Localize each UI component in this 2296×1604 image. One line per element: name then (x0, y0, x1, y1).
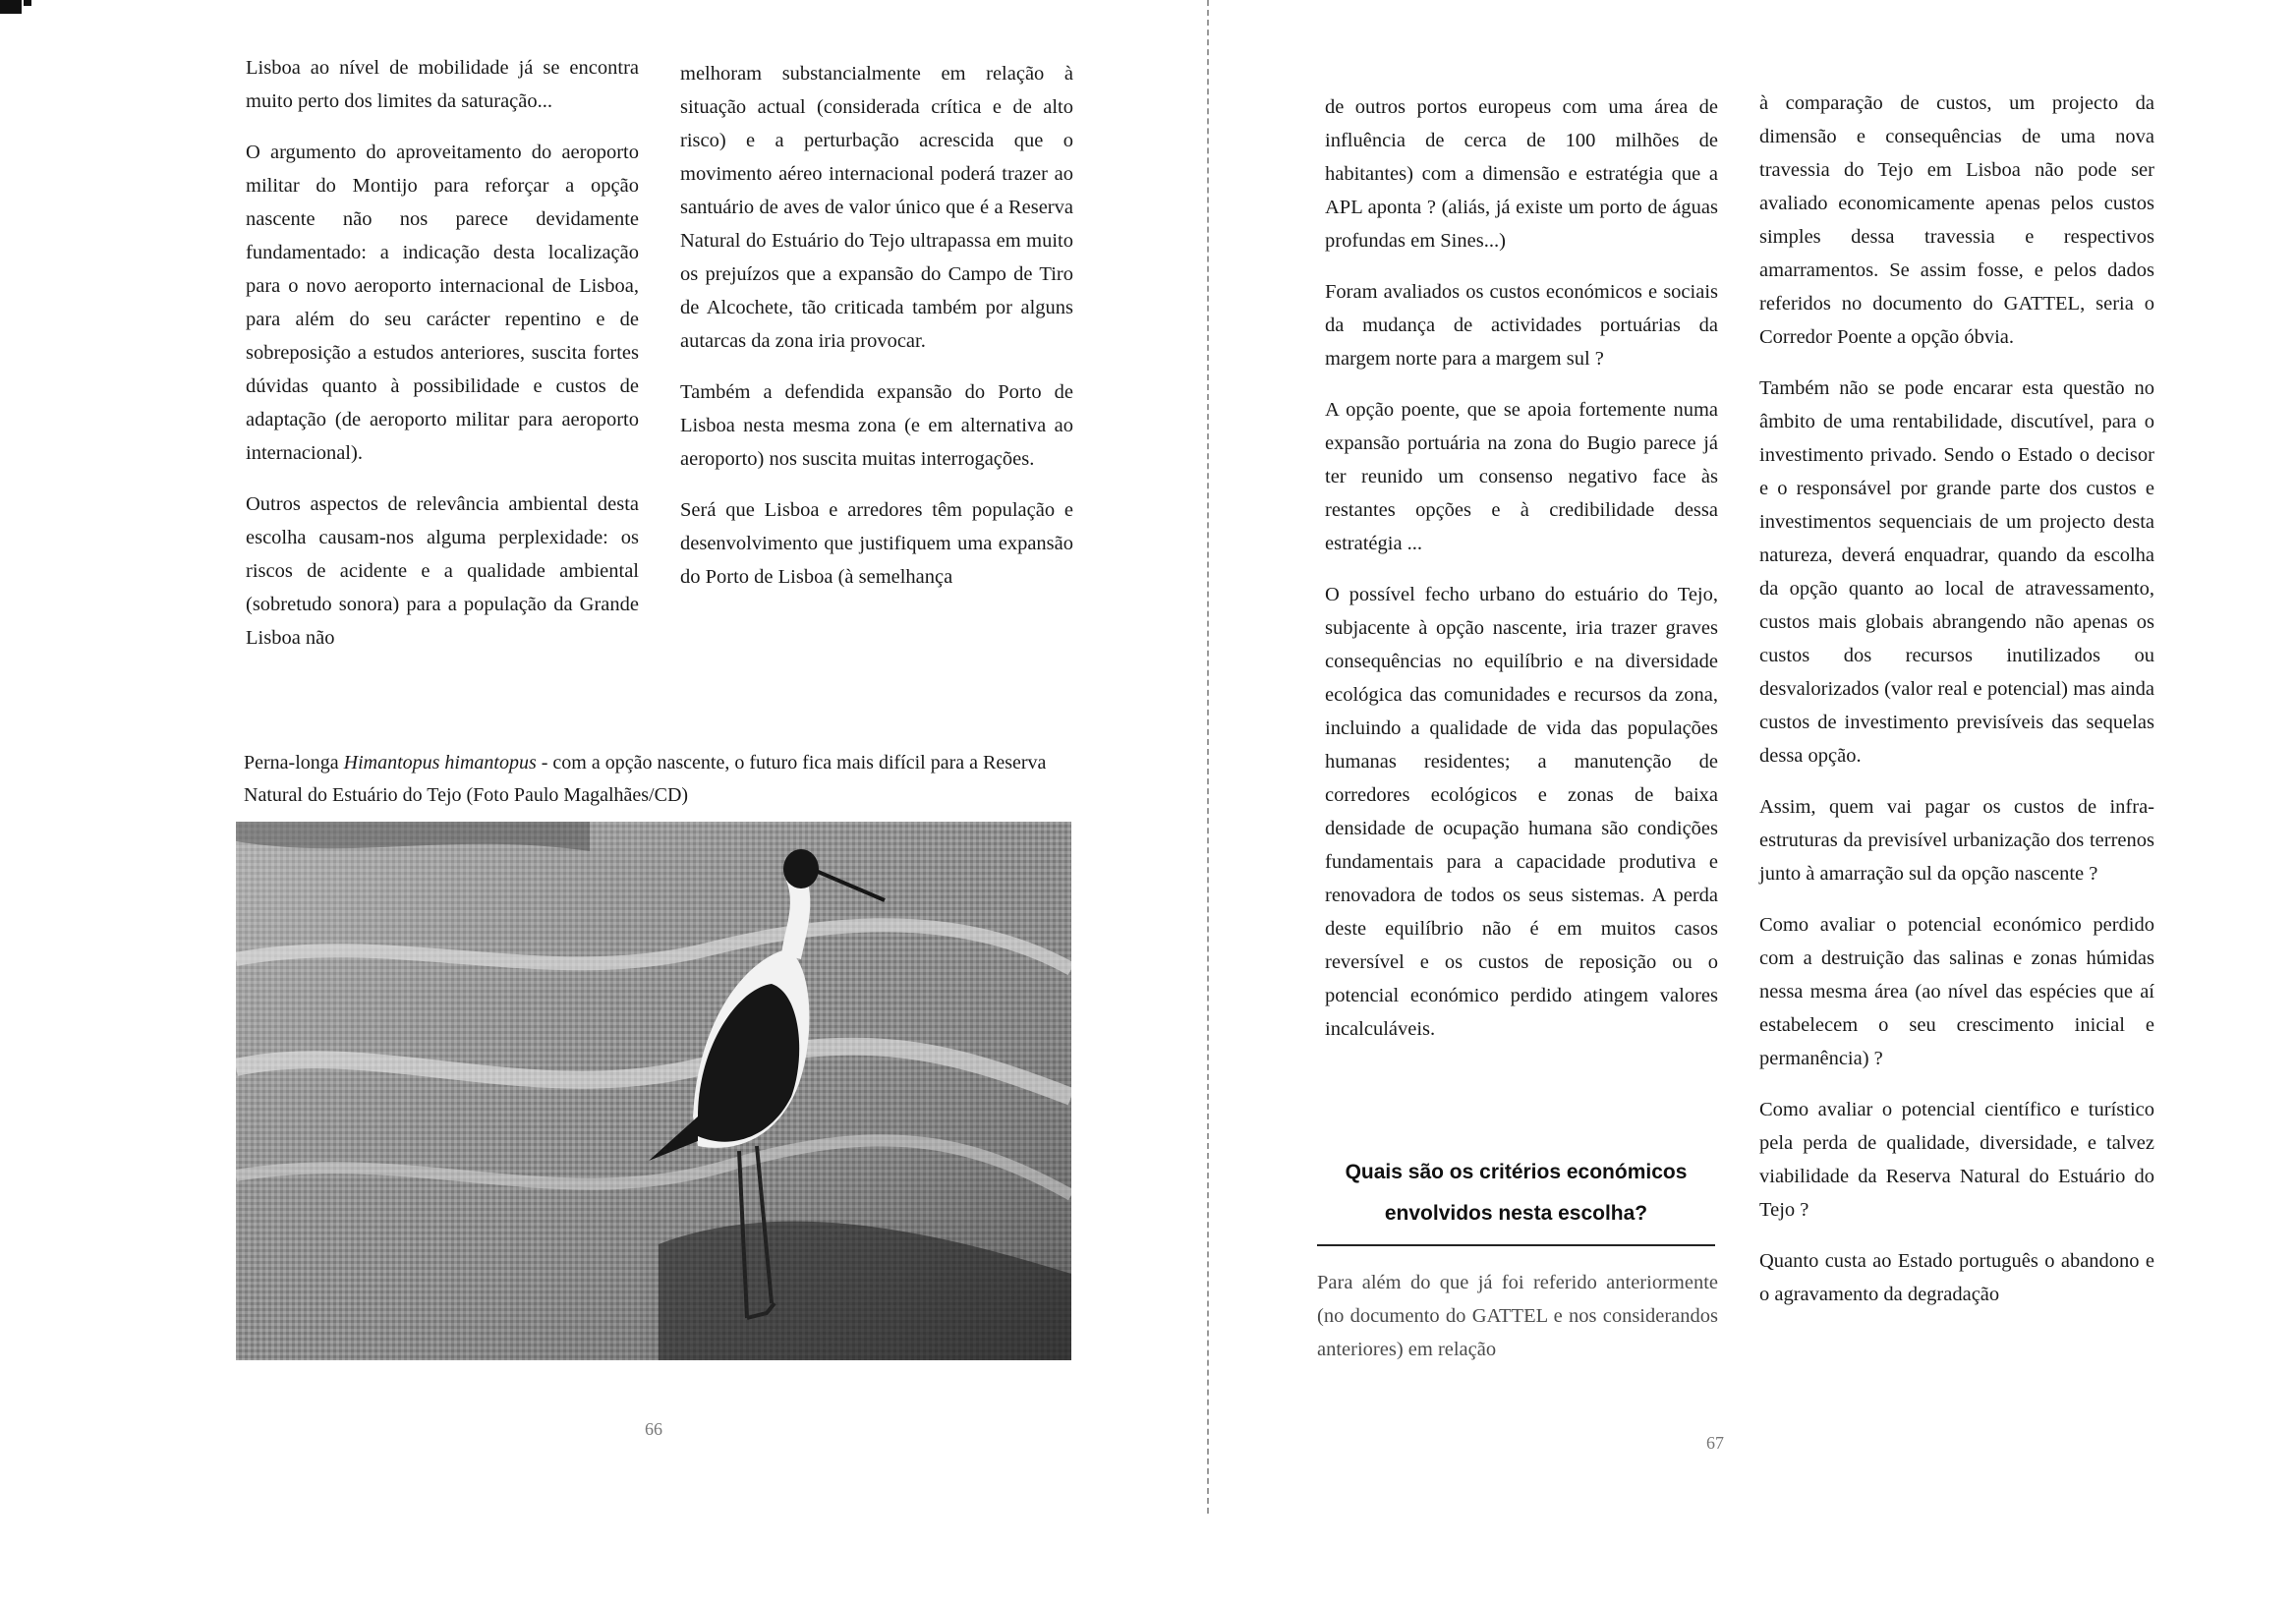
right-page-column-1 (1325, 90, 1718, 1046)
section-heading-rule (1317, 1244, 1715, 1246)
bird-photo (236, 822, 1071, 1360)
paragraph: Lisboa ao nível de mobilidade já se encontra muito perto dos limites da saturação... (246, 57, 639, 112)
section-heading: Quais são os critérios económicos envolvidos nesta escolha? (1345, 1161, 1688, 1225)
paragraph: O possível fecho urbano do estuário do Tejo, subjacente à opção nascente, iria trazer graves consequências no equilíbrio e na diversidade ecológica das comunidades e recursos da zona, incluindo a qualidade de vida das populações humanas residentes; a manutenção de corredores ecológicos e zonas de baixa densidade de ocupação humana são condições fundamentais para a capacidade produtiva e renovadora de todos os seus sistemas. A perda deste equilíbrio não é em muitos casos reversível e os custos de reposição ou o potencial económico perdido atingem valores incalculáveis. (1325, 584, 1718, 1040)
left-page-column-1 (246, 51, 639, 655)
right-page-column-2 (1759, 86, 2154, 1311)
paragraph: à comparação de custos, um projecto da dimensão e consequências de uma nova travessia do Tejo em Lisboa não pode ser avaliado economicamente apenas pelos custos simples dessa travessia e respectivos amarramentos. Se assim fosse, e pelos dados referidos no documento do GATTEL, seria o Corredor Poente a opção óbvia. (1759, 92, 2154, 348)
paragraph: Também não se pode encarar esta questão no âmbito de uma rentabilidade, discutível, para o investimento privado. Sendo o Estado o decisor e o responsável por grande parte dos custos e investimentos sequenciais de um projecto desta natureza, deverá enquadrar, quando da escolha da opção quanto ao local de atravessamento, custos mais globais abrangendo não apenas os custos dos recursos inutilizados ou desvalorizados (valor real e potencial) mas ainda custos de investimento previsíveis das sequelas dessa opção. (1759, 377, 2154, 767)
page-number: 66 (645, 1419, 662, 1439)
paragraph: Assim, quem vai pagar os custos de infra-estruturas da previsível urbanização dos terrenos junto à amarração sul da opção nascente ? (1759, 796, 2154, 885)
caption-text: - com a opção nascente, o futuro fica mais difícil para a Reserva Natural do Estuário do Tejo (Foto Paulo Magalhães/CD) (244, 752, 1047, 806)
caption-latin-name: Himantopus himantopus (343, 752, 537, 773)
page-gutter (1207, 0, 1209, 1514)
page-number: 67 (1706, 1433, 1724, 1453)
paragraph: Foram avaliados os custos económicos e sociais da mudança de actividades portuárias da margem norte para a margem sul ? (1325, 281, 1718, 370)
paragraph: de outros portos europeus com uma área de influência de cerca de 100 milhões de habitantes) com a dimensão e estratégia que a APL aponta ? (aliás, já existe um porto de águas profundas em Sines...) (1325, 96, 1718, 252)
paragraph: melhoram substancialmente em relação à situação actual (considerada crítica e de alto risco) e a perturbação acrescida que o movimento aéreo internacional poderá trazer ao santuário de aves de valor único que é a Reserva Natural do Estuário do Tejo ultrapassa em muito os prejuízos que a expansão do Campo de Tiro de Alcochete, tão criticada também por alguns autarcas da zona iria provocar. (680, 63, 1073, 352)
paragraph: Como avaliar o potencial científico e turístico pela perda de qualidade, diversidade, e talvez viabilidade da Reserva Natural do Estuário do Tejo ? (1759, 1099, 2154, 1221)
right-page-column-1-continued (1317, 1266, 1718, 1366)
paragraph: Quanto custa ao Estado português o abandono e o agravamento da degradação (1759, 1250, 2154, 1305)
paragraph: A opção poente, que se apoia fortemente numa expansão portuária na zona do Bugio parece já ter reunido um consenso negativo face às restantes opções e à credibilidade dessa estratégia ... (1325, 399, 1718, 554)
paragraph: Outros aspectos de relevância ambiental desta escolha causam-nos alguma perplexidade: os riscos de acidente e a qualidade ambiental (sobretudo sonora) para a população da Grande Lisboa não (246, 493, 639, 649)
left-page-column-2 (680, 57, 1073, 594)
paragraph: Para além do que já foi referido anteriormente (no documento do GATTEL e nos considerandos anteriores) em relação (1317, 1272, 1718, 1360)
scan-registration-mark (0, 0, 22, 14)
paragraph: Como avaliar o potencial económico perdido com a destruição das salinas e zonas húmidas nessa mesma área (ao nível das espécies que aí estabelecem o seu crescimento inicial e permanência) ? (1759, 914, 2154, 1069)
paragraph: Também a defendida expansão do Porto de Lisboa nesta mesma zona (e em alternativa ao aeroporto) nos suscita muitas interrogações. (680, 381, 1073, 470)
photo-caption (244, 747, 1071, 812)
caption-species: Perna-longa (244, 752, 339, 773)
paragraph: O argumento do aproveitamento do aeroporto militar do Montijo para reforçar a opção nascente não nos parece devidamente fundamentado: a indicação desta localização para o novo aeroporto internacional de Lisboa, para além do seu carácter repentino e de sobreposição a estudos anteriores, suscita fortes dúvidas quanto à possibilidade e custos de adaptação (de aeroporto militar para aeroporto internacional). (246, 142, 639, 464)
paragraph: Será que Lisboa e arredores têm população e desenvolvimento que justifiquem uma expansão do Porto de Lisboa (à semelhança (680, 499, 1073, 588)
scan-registration-mark-small (24, 0, 31, 6)
